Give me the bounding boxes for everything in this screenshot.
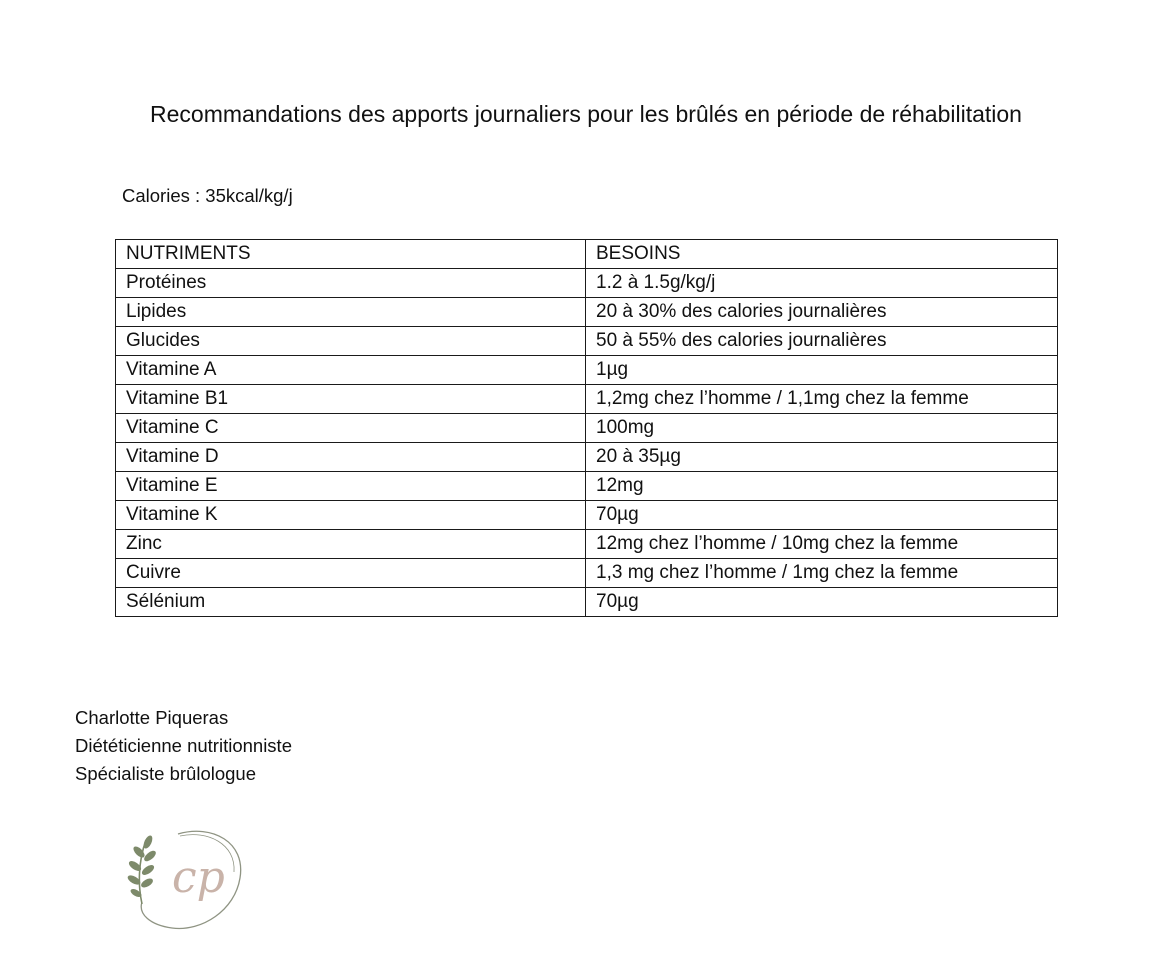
signature-role: Diététicienne nutritionniste: [75, 735, 292, 756]
nutrient-need-cell: 20 à 35µg: [586, 443, 1058, 472]
header-besoins: BESOINS: [586, 240, 1058, 269]
table-row: [116, 385, 1058, 414]
table-row: [116, 588, 1058, 617]
nutrient-name-cell: Zinc: [116, 530, 586, 559]
nutrient-need-cell: 100mg: [586, 414, 1058, 443]
nutrient-name-cell: Vitamine K: [116, 501, 586, 530]
nutrient-need-cell: 1.2 à 1.5g/kg/j: [586, 269, 1058, 298]
signature-specialty: Spécialiste brûlologue: [75, 763, 257, 784]
table-row: [116, 414, 1058, 443]
nutrient-name-cell: Protéines: [116, 269, 586, 298]
nutrient-name-cell: Vitamine C: [116, 414, 586, 443]
nutrient-need-cell: 1µg: [586, 356, 1058, 385]
table-row: [116, 269, 1058, 298]
nutrient-name-cell: Lipides: [116, 298, 586, 327]
table-row: [116, 443, 1058, 472]
nutrient-need-cell: 12mg chez l’homme / 10mg chez la femme: [586, 530, 1058, 559]
nutrient-name-cell: Vitamine A: [116, 356, 586, 385]
nutrient-need-cell: 70µg: [586, 501, 1058, 530]
nutrient-name-cell: Vitamine B1: [116, 385, 586, 414]
cp-logo: [120, 822, 250, 940]
table-row: [116, 298, 1058, 327]
nutrient-name-cell: Glucides: [116, 327, 586, 356]
table-row: [116, 559, 1058, 588]
calories-line: Calories : 35kcal/kg/j: [122, 185, 293, 206]
cp-logo-graphic: [120, 822, 250, 940]
nutrient-need-cell: 20 à 30% des calories journalières: [586, 298, 1058, 327]
table-row: [116, 356, 1058, 385]
nutrient-name-cell: Vitamine D: [116, 443, 586, 472]
table-row: [116, 501, 1058, 530]
nutrient-need-cell: 1,3 mg chez l’homme / 1mg chez la femme: [586, 559, 1058, 588]
svg-text:cp: cp: [172, 852, 225, 903]
table-header-row: [116, 240, 1058, 269]
nutrient-name-cell: Cuivre: [116, 559, 586, 588]
nutrient-need-cell: 12mg: [586, 472, 1058, 501]
nutrient-name-cell: Vitamine E: [116, 472, 586, 501]
nutrient-need-cell: 70µg: [586, 588, 1058, 617]
nutrient-need-cell: 1,2mg chez l’homme / 1,1mg chez la femme: [586, 385, 1058, 414]
nutrient-need-cell: 50 à 55% des calories journalières: [586, 327, 1058, 356]
table-row: [116, 327, 1058, 356]
nutrient-table: [115, 239, 1058, 617]
table-row: [116, 530, 1058, 559]
nutrient-name-cell: Sélénium: [116, 588, 586, 617]
header-nutriments: NUTRIMENTS: [116, 240, 586, 269]
document-title: Recommandations des apports journaliers pour les brûlés en période de réhabilitation: [150, 101, 1022, 127]
signature-block: [75, 704, 292, 788]
table-row: [116, 472, 1058, 501]
signature-name: Charlotte Piqueras: [75, 707, 229, 728]
